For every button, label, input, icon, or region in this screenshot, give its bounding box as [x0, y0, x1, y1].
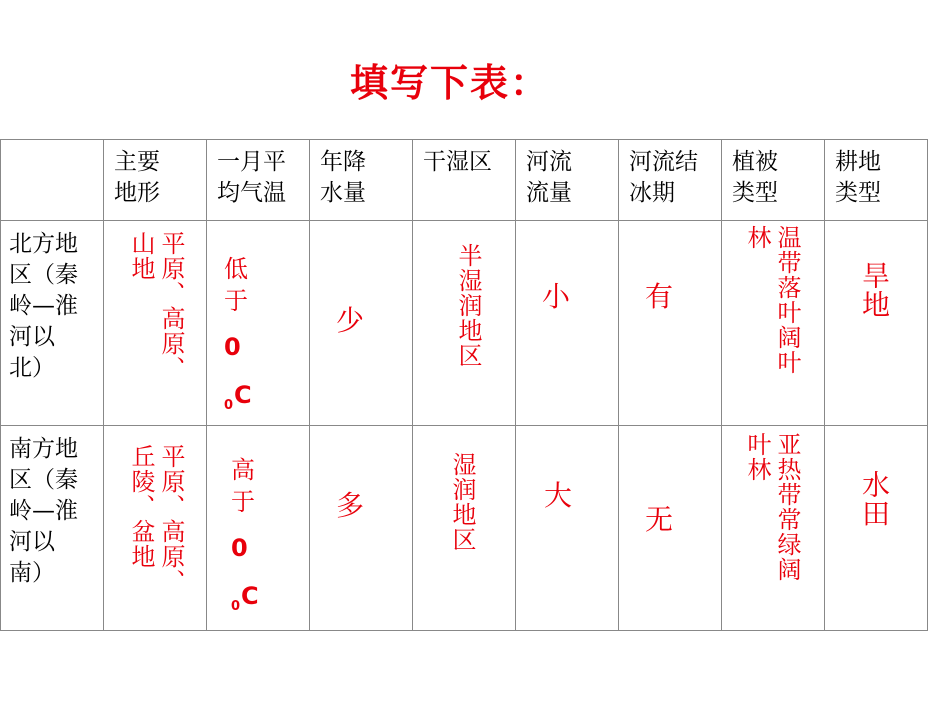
header-corner-cell — [1, 140, 104, 221]
south-terrain-cell — [104, 426, 207, 631]
header-terrain: 主要 地形 — [104, 140, 207, 221]
header-river-flow: 河流 流量 — [516, 140, 619, 221]
south-temp-cell: 高 于 0 $^0$C — [207, 426, 310, 631]
header-january-temp: 一月平 均气温 — [207, 140, 310, 221]
table-row-south — [1, 426, 928, 631]
north-ice-cell: 有 — [619, 221, 722, 426]
north-precip-cell: 少 — [310, 221, 413, 426]
page-title: 填写下表： — [349, 61, 550, 105]
climate-comparison-table — [0, 139, 928, 631]
south-temp-unit: $^0$C — [231, 582, 259, 614]
header-farmland-type: 耕地 类型 — [825, 140, 928, 221]
north-farmland-cell: 旱地 — [825, 221, 928, 426]
header-vegetation-type: 植被 类型 — [722, 140, 825, 221]
north-terrain-col1: 平原、高原、 — [157, 231, 185, 381]
table-row-north — [1, 221, 928, 426]
north-dryness-cell: 半湿润地区 — [413, 221, 516, 426]
south-terrain-col1: 平原、高原、 — [157, 444, 185, 594]
south-terrain-col2: 丘陵、盆地 — [127, 444, 155, 569]
south-ice-cell: 无 — [619, 426, 722, 631]
south-farmland-cell: 水田 — [825, 426, 928, 631]
header-river-ice-period: 河流结 冰期 — [619, 140, 722, 221]
north-temp-cell: 低 于 0 $^0$C — [207, 221, 310, 426]
header-dry-wet-zone: 干湿区 — [413, 140, 516, 221]
region-label-south: 南方地 区（秦 岭—淮 河以 南） — [1, 426, 104, 631]
header-annual-precipitation: 年降 水量 — [310, 140, 413, 221]
south-flow-cell: 大 — [516, 426, 619, 631]
header-row — [1, 140, 928, 221]
north-flow-cell: 小 — [516, 221, 619, 426]
south-dryness-cell: 湿润地区 — [413, 426, 516, 631]
south-precip-cell: 多 — [310, 426, 413, 631]
north-terrain-cell — [104, 221, 207, 426]
region-label-north: 北方地 区（秦 岭—淮 河以 北） — [1, 221, 104, 426]
north-vegetation-cell: 温带落叶阔叶 林 — [722, 221, 825, 426]
south-vegetation-cell: 亚热带常绿阔 叶林 — [722, 426, 825, 631]
north-terrain-col2: 山地 — [127, 231, 155, 281]
north-temp-unit: $^0$C — [224, 381, 252, 413]
